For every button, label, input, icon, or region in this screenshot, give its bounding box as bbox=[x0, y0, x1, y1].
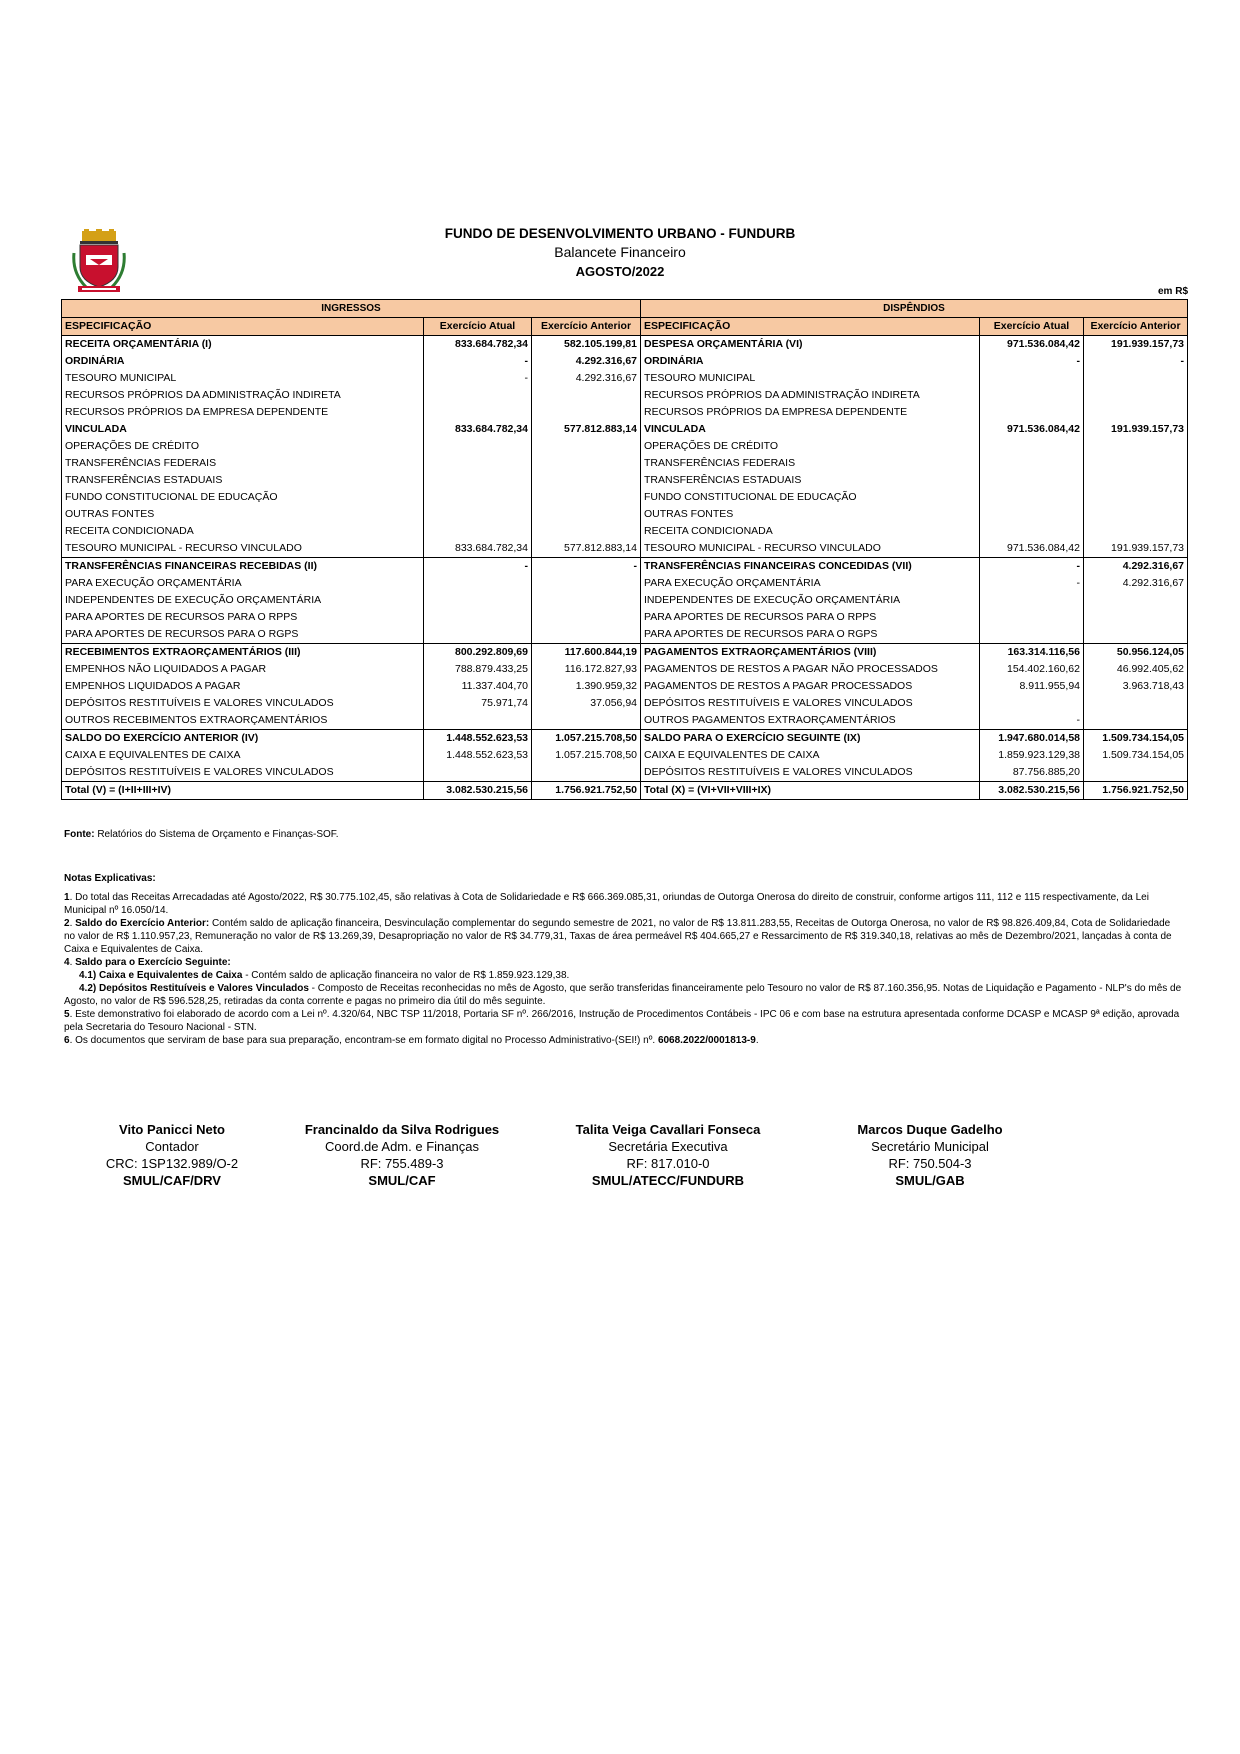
table-row bbox=[62, 626, 1188, 644]
value-anterior-left bbox=[532, 764, 641, 782]
note-2: 2. Saldo do Exercício Anterior: Contém saldo de aplicação financeira, Desvinculação complementar do segundo semestre de 2021, no valor de R$ 13.811.283,55, Receitas de Outorga Onerosa, no valor de R$ 98.826.409,84, Cota de Solidariedade no valor de R$ 1.110.957,23, Remuneração no valor de R$ 13.269,39, Desapropriação no valor de R$ 34.779,31, Taxas de área permeável R$ 404.665,27 e Ressarcimento de R$ 319.340,18, relativas ao mês de Dezembro/2021, lançadas à conta de Caixa e Equivalentes de Caixa. bbox=[64, 918, 1172, 955]
value-atual-left: - bbox=[424, 353, 532, 370]
table-row bbox=[62, 506, 1188, 523]
spec-left: DEPÓSITOS RESTITUÍVEIS E VALORES VINCULADOS bbox=[62, 695, 424, 712]
spec-right: FUNDO CONSTITUCIONAL DE EDUCAÇÃO bbox=[641, 489, 980, 506]
table-row bbox=[62, 472, 1188, 489]
value-anterior-left bbox=[532, 712, 641, 730]
value-atual-left: 833.684.782,34 bbox=[424, 421, 532, 438]
value-atual-left bbox=[424, 489, 532, 506]
value-atual-left bbox=[424, 626, 532, 644]
table-row bbox=[62, 730, 1188, 748]
value-atual-right: - bbox=[980, 558, 1084, 576]
spec-left: TRANSFERÊNCIAS FINANCEIRAS RECEBIDAS (II) bbox=[62, 558, 424, 576]
note-4: 4. Saldo para o Exercício Seguinte: bbox=[64, 957, 231, 968]
spec-left: RECURSOS PRÓPRIOS DA ADMINISTRAÇÃO INDIRETA bbox=[62, 387, 424, 404]
spec-left: TESOURO MUNICIPAL bbox=[62, 370, 424, 387]
value-anterior-right bbox=[1084, 592, 1188, 609]
spec-left: RECURSOS PRÓPRIOS DA EMPRESA DEPENDENTE bbox=[62, 404, 424, 421]
value-anterior-right bbox=[1084, 370, 1188, 387]
signer-registration: RF: 817.010-0 bbox=[626, 1156, 710, 1171]
value-atual-right bbox=[980, 592, 1084, 609]
spec-right: CAIXA E EQUIVALENTES DE CAIXA bbox=[641, 747, 980, 764]
value-atual-right: 3.082.530.215,56 bbox=[980, 782, 1084, 800]
value-atual-right bbox=[980, 455, 1084, 472]
table-row bbox=[62, 455, 1188, 472]
value-anterior-left: 577.812.883,14 bbox=[532, 540, 641, 558]
table-row bbox=[62, 678, 1188, 695]
spec-right: OPERAÇÕES DE CRÉDITO bbox=[641, 438, 980, 455]
value-atual-left bbox=[424, 764, 532, 782]
spec-left: SALDO DO EXERCÍCIO ANTERIOR (IV) bbox=[62, 730, 424, 748]
spec-right: TRANSFERÊNCIAS ESTADUAIS bbox=[641, 472, 980, 489]
value-anterior-left bbox=[532, 455, 641, 472]
spec-right: TRANSFERÊNCIAS FEDERAIS bbox=[641, 455, 980, 472]
spec-right: PARA APORTES DE RECURSOS PARA O RGPS bbox=[641, 626, 980, 644]
column-header-row bbox=[62, 318, 1188, 336]
source-note bbox=[64, 829, 339, 840]
table-row bbox=[62, 404, 1188, 421]
value-atual-right: 971.536.084,42 bbox=[980, 336, 1084, 354]
table-row bbox=[62, 370, 1188, 387]
value-anterior-right bbox=[1084, 695, 1188, 712]
value-anterior-right: 1.756.921.752,50 bbox=[1084, 782, 1188, 800]
balance-table bbox=[61, 299, 1188, 800]
value-atual-left: - bbox=[424, 370, 532, 387]
value-anterior-right bbox=[1084, 455, 1188, 472]
explanatory-notes bbox=[64, 872, 1184, 1047]
value-anterior-left: 1.057.215.708,50 bbox=[532, 747, 641, 764]
spec-left: PARA APORTES DE RECURSOS PARA O RGPS bbox=[62, 626, 424, 644]
value-atual-left bbox=[424, 523, 532, 540]
table-row bbox=[62, 540, 1188, 558]
spec-right: PAGAMENTOS EXTRAORÇAMENTÁRIOS (VIII) bbox=[641, 644, 980, 662]
value-atual-right: 1.947.680.014,58 bbox=[980, 730, 1084, 748]
value-atual-left: 1.448.552.623,53 bbox=[424, 747, 532, 764]
table-row bbox=[62, 523, 1188, 540]
value-atual-right: 971.536.084,42 bbox=[980, 421, 1084, 438]
value-anterior-right: 50.956.124,05 bbox=[1084, 644, 1188, 662]
value-anterior-right bbox=[1084, 506, 1188, 523]
value-atual-right: 971.536.084,42 bbox=[980, 540, 1084, 558]
spec-right: RECURSOS PRÓPRIOS DA ADMINISTRAÇÃO INDIRETA bbox=[641, 387, 980, 404]
spec-left: RECEITA CONDICIONADA bbox=[62, 523, 424, 540]
signer-name: Marcos Duque Gadelho bbox=[857, 1122, 1003, 1137]
spec-right: OUTRAS FONTES bbox=[641, 506, 980, 523]
value-anterior-right bbox=[1084, 472, 1188, 489]
spec-left: ORDINÁRIA bbox=[62, 353, 424, 370]
value-anterior-left: 577.812.883,14 bbox=[532, 421, 641, 438]
note-4-2: 4.2) Depósitos Restituíveis e Valores Vinculados - Composto de Receitas reconhecidas no mês de Agosto, que serão transferidas financeiramente pelo Tesouro no valor de R$ 87.160.356,95. Notas de Liquidação e Pagamento - NLP's do mês de Agosto, no valor de R$ 596.528,25, retiradas da conta corrente e pagas no primeiro dia útil do mês seguinte. bbox=[64, 983, 1182, 1007]
value-anterior-right: 1.509.734.154,05 bbox=[1084, 747, 1188, 764]
value-anterior-left: 582.105.199,81 bbox=[532, 336, 641, 354]
signer-registration: RF: 755.489-3 bbox=[360, 1156, 444, 1171]
value-anterior-left bbox=[532, 609, 641, 626]
spec-right: RECURSOS PRÓPRIOS DA EMPRESA DEPENDENTE bbox=[641, 404, 980, 421]
spec-left: INDEPENDENTES DE EXECUÇÃO ORÇAMENTÁRIA bbox=[62, 592, 424, 609]
currency-unit: em R$ bbox=[1157, 286, 1188, 297]
value-atual-right bbox=[980, 438, 1084, 455]
value-anterior-left: 1.390.959,32 bbox=[532, 678, 641, 695]
value-anterior-right bbox=[1084, 387, 1188, 404]
value-anterior-left bbox=[532, 404, 641, 421]
value-atual-right: - bbox=[980, 575, 1084, 592]
spec-right: ORDINÁRIA bbox=[641, 353, 980, 370]
section-header-row bbox=[62, 300, 1188, 318]
value-anterior-left bbox=[532, 626, 641, 644]
spec-left: OUTRAS FONTES bbox=[62, 506, 424, 523]
table-row bbox=[62, 782, 1188, 800]
value-anterior-left: 1.756.921.752,50 bbox=[532, 782, 641, 800]
col-atual-left: Exercício Atual bbox=[424, 318, 532, 336]
spec-right: SALDO PARA O EXERCÍCIO SEGUINTE (IX) bbox=[641, 730, 980, 748]
signature-block bbox=[538, 1121, 798, 1189]
signature-block bbox=[272, 1121, 532, 1189]
value-atual-right: 163.314.116,56 bbox=[980, 644, 1084, 662]
spec-left: RECEITA ORÇAMENTÁRIA (I) bbox=[62, 336, 424, 354]
value-anterior-right bbox=[1084, 523, 1188, 540]
value-atual-left bbox=[424, 404, 532, 421]
value-anterior-left: 116.172.827,93 bbox=[532, 661, 641, 678]
signer-unit: SMUL/CAF/DRV bbox=[123, 1173, 221, 1188]
note-4-1: 4.1) Caixa e Equivalentes de Caixa - Contém saldo de aplicação financeira no valor de R$ 1.859.923.129,38. bbox=[79, 970, 570, 981]
spec-right: TRANSFERÊNCIAS FINANCEIRAS CONCEDIDAS (VII) bbox=[641, 558, 980, 576]
value-atual-right bbox=[980, 523, 1084, 540]
value-atual-right bbox=[980, 609, 1084, 626]
spec-left: EMPENHOS LIQUIDADOS A PAGAR bbox=[62, 678, 424, 695]
table-row bbox=[62, 336, 1188, 354]
signer-role: Coord.de Adm. e Finanças bbox=[325, 1139, 479, 1154]
col-anterior-left: Exercício Anterior bbox=[532, 318, 641, 336]
value-atual-right: 87.756.885,20 bbox=[980, 764, 1084, 782]
value-atual-right: 8.911.955,94 bbox=[980, 678, 1084, 695]
signer-registration: CRC: 1SP132.989/O-2 bbox=[105, 1156, 239, 1171]
spec-left: RECEBIMENTOS EXTRAORÇAMENTÁRIOS (III) bbox=[62, 644, 424, 662]
value-anterior-right: 191.939.157,73 bbox=[1084, 421, 1188, 438]
spec-left: FUNDO CONSTITUCIONAL DE EDUCAÇÃO bbox=[62, 489, 424, 506]
value-atual-right: 1.859.923.129,38 bbox=[980, 747, 1084, 764]
value-anterior-left: 4.292.316,67 bbox=[532, 370, 641, 387]
value-atual-left bbox=[424, 387, 532, 404]
signature-block bbox=[42, 1121, 302, 1189]
source-label: Fonte: bbox=[64, 829, 95, 840]
signer-role: Contador bbox=[145, 1139, 199, 1154]
spec-left: TRANSFERÊNCIAS FEDERAIS bbox=[62, 455, 424, 472]
value-anterior-right bbox=[1084, 489, 1188, 506]
value-atual-left: - bbox=[424, 558, 532, 576]
value-atual-left: 3.082.530.215,56 bbox=[424, 782, 532, 800]
value-atual-left bbox=[424, 472, 532, 489]
spec-left: PARA EXECUÇÃO ORÇAMENTÁRIA bbox=[62, 575, 424, 592]
value-anterior-left bbox=[532, 438, 641, 455]
table-row bbox=[62, 575, 1188, 592]
signer-role: Secretário Municipal bbox=[871, 1139, 989, 1154]
spec-right: PAGAMENTOS DE RESTOS A PAGAR PROCESSADOS bbox=[641, 678, 980, 695]
value-anterior-right: 191.939.157,73 bbox=[1084, 540, 1188, 558]
document-subtitle: Balancete Financeiro bbox=[554, 244, 686, 260]
signer-name: Vito Panicci Neto bbox=[119, 1122, 225, 1137]
value-atual-right: - bbox=[980, 712, 1084, 730]
value-atual-left bbox=[424, 592, 532, 609]
spec-left: DEPÓSITOS RESTITUÍVEIS E VALORES VINCULADOS bbox=[62, 764, 424, 782]
note-5: 5. Este demonstrativo foi elaborado de acordo com a Lei nº. 4.320/64, NBC TSP 11/2018, Portaria SF nº. 266/2016, Instrução de Procedimentos Contábeis - IPC 06 e com base na estrutura apresentada conforme DCASP e MCASP 9ª edição, aprovada pela Secretaria do Tesouro Nacional - STN. bbox=[64, 1009, 1180, 1033]
value-atual-left bbox=[424, 438, 532, 455]
spec-right: DEPÓSITOS RESTITUÍVEIS E VALORES VINCULADOS bbox=[641, 764, 980, 782]
value-anterior-right bbox=[1084, 609, 1188, 626]
spec-left: VINCULADA bbox=[62, 421, 424, 438]
spec-right: RECEITA CONDICIONADA bbox=[641, 523, 980, 540]
value-anterior-left bbox=[532, 472, 641, 489]
table-row bbox=[62, 438, 1188, 455]
value-anterior-left bbox=[532, 592, 641, 609]
value-atual-left: 788.879.433,25 bbox=[424, 661, 532, 678]
spec-right: PARA EXECUÇÃO ORÇAMENTÁRIA bbox=[641, 575, 980, 592]
value-anterior-right: 191.939.157,73 bbox=[1084, 336, 1188, 354]
value-atual-right bbox=[980, 387, 1084, 404]
spec-left: OPERAÇÕES DE CRÉDITO bbox=[62, 438, 424, 455]
spec-right: PARA APORTES DE RECURSOS PARA O RPPS bbox=[641, 609, 980, 626]
table-row bbox=[62, 387, 1188, 404]
value-atual-right: 154.402.160,62 bbox=[980, 661, 1084, 678]
value-anterior-right: 46.992.405,62 bbox=[1084, 661, 1188, 678]
table-row bbox=[62, 712, 1188, 730]
spec-right: DESPESA ORÇAMENTÁRIA (VI) bbox=[641, 336, 980, 354]
spec-left: PARA APORTES DE RECURSOS PARA O RPPS bbox=[62, 609, 424, 626]
signature-block bbox=[800, 1121, 1060, 1189]
signer-unit: SMUL/CAF bbox=[368, 1173, 436, 1188]
table-row bbox=[62, 661, 1188, 678]
value-atual-left bbox=[424, 609, 532, 626]
value-anterior-left bbox=[532, 523, 641, 540]
table-row bbox=[62, 592, 1188, 609]
spec-right: TESOURO MUNICIPAL bbox=[641, 370, 980, 387]
value-atual-right bbox=[980, 626, 1084, 644]
value-atual-right: - bbox=[980, 353, 1084, 370]
dispendios-header: DISPÊNDIOS bbox=[641, 300, 1188, 318]
spec-right: OUTROS PAGAMENTOS EXTRAORÇAMENTÁRIOS bbox=[641, 712, 980, 730]
spec-right: PAGAMENTOS DE RESTOS A PAGAR NÃO PROCESSADOS bbox=[641, 661, 980, 678]
value-anterior-right: 1.509.734.154,05 bbox=[1084, 730, 1188, 748]
value-atual-right bbox=[980, 489, 1084, 506]
ingressos-header: INGRESSOS bbox=[62, 300, 641, 318]
value-anterior-right bbox=[1084, 626, 1188, 644]
spec-right: DEPÓSITOS RESTITUÍVEIS E VALORES VINCULADOS bbox=[641, 695, 980, 712]
value-anterior-right: - bbox=[1084, 353, 1188, 370]
table-row bbox=[62, 747, 1188, 764]
value-atual-left bbox=[424, 712, 532, 730]
source-text: Relatórios do Sistema de Orçamento e Finanças-SOF. bbox=[94, 829, 339, 840]
value-anterior-right: 3.963.718,43 bbox=[1084, 678, 1188, 695]
spec-right: Total (X) = (VI+VII+VIII+IX) bbox=[641, 782, 980, 800]
value-atual-right bbox=[980, 404, 1084, 421]
note-1: 1. Do total das Receitas Arrecadadas até Agosto/2022, R$ 30.775.102,45, são relativas à Cota de Solidariedade e R$ 666.369.085,31, oriundas de Outorga Onerosa do direito de construir, conforme artigos 111, 112 e 115 respectivamente, da Lei Municipal nº 16.050/14. bbox=[64, 892, 1149, 916]
signer-role: Secretária Executiva bbox=[608, 1139, 728, 1154]
value-atual-right bbox=[980, 695, 1084, 712]
table-row bbox=[62, 764, 1188, 782]
value-anterior-left bbox=[532, 506, 641, 523]
spec-left: Total (V) = (I+II+III+IV) bbox=[62, 782, 424, 800]
value-anterior-left bbox=[532, 575, 641, 592]
spec-left: TRANSFERÊNCIAS ESTADUAIS bbox=[62, 472, 424, 489]
value-atual-left bbox=[424, 575, 532, 592]
signer-unit: SMUL/GAB bbox=[895, 1173, 965, 1188]
value-anterior-left bbox=[532, 387, 641, 404]
document-title: FUNDO DE DESENVOLVIMENTO URBANO - FUNDURB bbox=[444, 226, 796, 241]
table-row bbox=[62, 421, 1188, 438]
value-atual-left bbox=[424, 506, 532, 523]
value-anterior-right bbox=[1084, 712, 1188, 730]
value-anterior-left bbox=[532, 489, 641, 506]
value-anterior-left: - bbox=[532, 558, 641, 576]
table-row bbox=[62, 489, 1188, 506]
signer-unit: SMUL/ATECC/FUNDURB bbox=[591, 1173, 745, 1188]
value-atual-left: 11.337.404,70 bbox=[424, 678, 532, 695]
value-atual-right bbox=[980, 506, 1084, 523]
signer-name: Francinaldo da Silva Rodrigues bbox=[304, 1122, 500, 1137]
value-atual-left: 1.448.552.623,53 bbox=[424, 730, 532, 748]
value-atual-left: 833.684.782,34 bbox=[424, 336, 532, 354]
table-row bbox=[62, 609, 1188, 626]
value-atual-left: 800.292.809,69 bbox=[424, 644, 532, 662]
value-atual-right bbox=[980, 370, 1084, 387]
value-anterior-right bbox=[1084, 404, 1188, 421]
value-atual-left bbox=[424, 455, 532, 472]
signer-name: Talita Veiga Cavallari Fonseca bbox=[575, 1122, 761, 1137]
signer-registration: RF: 750.504-3 bbox=[888, 1156, 972, 1171]
value-atual-left: 833.684.782,34 bbox=[424, 540, 532, 558]
table-row bbox=[62, 695, 1188, 712]
value-atual-left: 75.971,74 bbox=[424, 695, 532, 712]
col-spec-right: ESPECIFICAÇÃO bbox=[641, 318, 980, 336]
spec-right: TESOURO MUNICIPAL - RECURSO VINCULADO bbox=[641, 540, 980, 558]
value-anterior-left: 4.292.316,67 bbox=[532, 353, 641, 370]
notes-title: Notas Explicativas: bbox=[64, 873, 156, 884]
table-row bbox=[62, 353, 1188, 370]
spec-right: INDEPENDENTES DE EXECUÇÃO ORÇAMENTÁRIA bbox=[641, 592, 980, 609]
spec-right: VINCULADA bbox=[641, 421, 980, 438]
value-atual-right bbox=[980, 472, 1084, 489]
value-anterior-right bbox=[1084, 438, 1188, 455]
spec-left: CAIXA E EQUIVALENTES DE CAIXA bbox=[62, 747, 424, 764]
value-anterior-right: 4.292.316,67 bbox=[1084, 558, 1188, 576]
value-anterior-left: 1.057.215.708,50 bbox=[532, 730, 641, 748]
spec-left: OUTROS RECEBIMENTOS EXTRAORÇAMENTÁRIOS bbox=[62, 712, 424, 730]
col-atual-right: Exercício Atual bbox=[980, 318, 1084, 336]
value-anterior-right bbox=[1084, 764, 1188, 782]
value-anterior-right: 4.292.316,67 bbox=[1084, 575, 1188, 592]
value-anterior-left: 117.600.844,19 bbox=[532, 644, 641, 662]
col-anterior-right: Exercício Anterior bbox=[1084, 318, 1188, 336]
spec-left: EMPENHOS NÃO LIQUIDADOS A PAGAR bbox=[62, 661, 424, 678]
col-spec-left: ESPECIFICAÇÃO bbox=[62, 318, 424, 336]
table-row bbox=[62, 558, 1188, 576]
document-period: AGOSTO/2022 bbox=[575, 264, 665, 279]
value-anterior-left: 37.056,94 bbox=[532, 695, 641, 712]
table-row bbox=[62, 644, 1188, 662]
spec-left: TESOURO MUNICIPAL - RECURSO VINCULADO bbox=[62, 540, 424, 558]
note-6: 6. Os documentos que serviram de base para sua preparação, encontram-se em formato digital no Processo Administrativo-(SEI!) nº. 6068.2022/0001813-9. bbox=[64, 1035, 759, 1046]
